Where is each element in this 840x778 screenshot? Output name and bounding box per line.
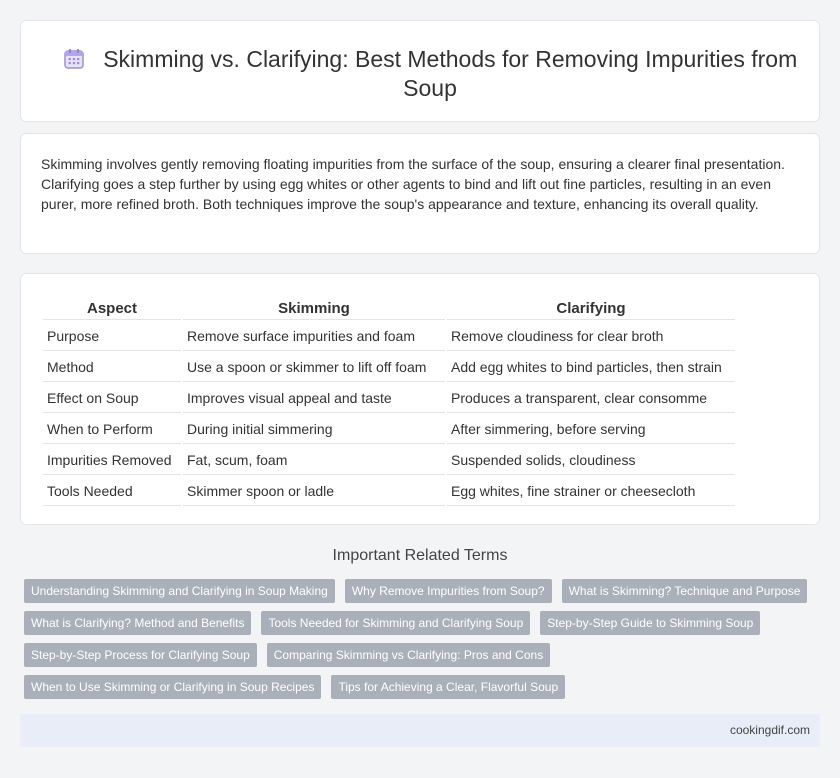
table-cell: Improves visual appeal and taste <box>183 384 445 413</box>
related-term-link[interactable]: Understanding Skimming and Clarifying in Soup Making <box>24 579 335 603</box>
related-term-link[interactable]: When to Use Skimming or Clarifying in Soup Recipes <box>24 675 321 699</box>
footer-site-name[interactable]: cookingdif.com <box>729 723 810 737</box>
table-cell: Produces a transparent, clear consomme <box>447 384 735 413</box>
related-term-link[interactable]: Tips for Achieving a Clear, Flavorful Soup <box>331 675 565 699</box>
table-cell: Egg whites, fine strainer or cheesecloth <box>447 477 735 506</box>
table-row <box>43 353 735 382</box>
table-cell: Purpose <box>43 322 181 351</box>
table-row <box>43 415 735 444</box>
table-row <box>43 322 735 351</box>
intro-card <box>20 133 820 254</box>
table-cell: Remove surface impurities and foam <box>183 322 445 351</box>
table-header-row <box>43 296 735 320</box>
related-term-link[interactable]: What is Skimming? Technique and Purpose <box>562 579 808 603</box>
table-cell: Method <box>43 353 181 382</box>
related-term-link[interactable]: What is Clarifying? Method and Benefits <box>24 611 251 635</box>
table-cell: Remove cloudiness for clear broth <box>447 322 735 351</box>
table-cell: When to Perform <box>43 415 181 444</box>
header-aspect: Aspect <box>43 296 181 320</box>
related-term-link[interactable]: Comparing Skimming vs Clarifying: Pros and Cons <box>267 643 550 667</box>
table-cell: Impurities Removed <box>43 446 181 475</box>
table-cell: Skimmer spoon or ladle <box>183 477 445 506</box>
header-card <box>20 20 820 122</box>
related-term-link[interactable]: Tools Needed for Skimming and Clarifying Soup <box>261 611 530 635</box>
intro-paragraph: Skimming involves gently removing floating impurities from the surface of the soup, ensuring a clearer final presentation. Clarifying goes a step further by using egg whites or other agents to bind and lift out fine particles, resulting in an even purer, more refined broth. Both techniques improve the soup's appearance and texture, enhancing its overall quality. <box>41 156 785 212</box>
table-cell: Add egg whites to bind particles, then strain <box>447 353 735 382</box>
table-cell: Use a spoon or skimmer to lift off foam <box>183 353 445 382</box>
related-term-link[interactable]: Step-by-Step Guide to Skimming Soup <box>540 611 760 635</box>
comparison-table-card <box>20 273 820 525</box>
table-row <box>43 384 735 413</box>
table-row <box>43 446 735 475</box>
page-title: Skimming vs. Clarifying: Best Methods for Removing Impurities from Soup <box>103 46 798 101</box>
table-cell: Effect on Soup <box>43 384 181 413</box>
calendar-icon <box>63 48 85 70</box>
title-wrap <box>61 45 799 103</box>
header-skimming: Skimming <box>183 296 445 320</box>
table-cell: Tools Needed <box>43 477 181 506</box>
footer <box>20 714 820 747</box>
table-cell: Suspended solids, cloudiness <box>447 446 735 475</box>
related-term-link[interactable]: Why Remove Impurities from Soup? <box>345 579 552 603</box>
table-cell: After simmering, before serving <box>447 415 735 444</box>
related-terms-title: Important Related Terms <box>332 547 508 564</box>
comparison-table <box>41 294 737 508</box>
table-cell: During initial simmering <box>183 415 445 444</box>
table-row <box>43 477 735 506</box>
related-terms-list <box>24 579 814 699</box>
related-term-link[interactable]: Step-by-Step Process for Clarifying Soup <box>24 643 257 667</box>
table-cell: Fat, scum, foam <box>183 446 445 475</box>
header-clarifying: Clarifying <box>447 296 735 320</box>
